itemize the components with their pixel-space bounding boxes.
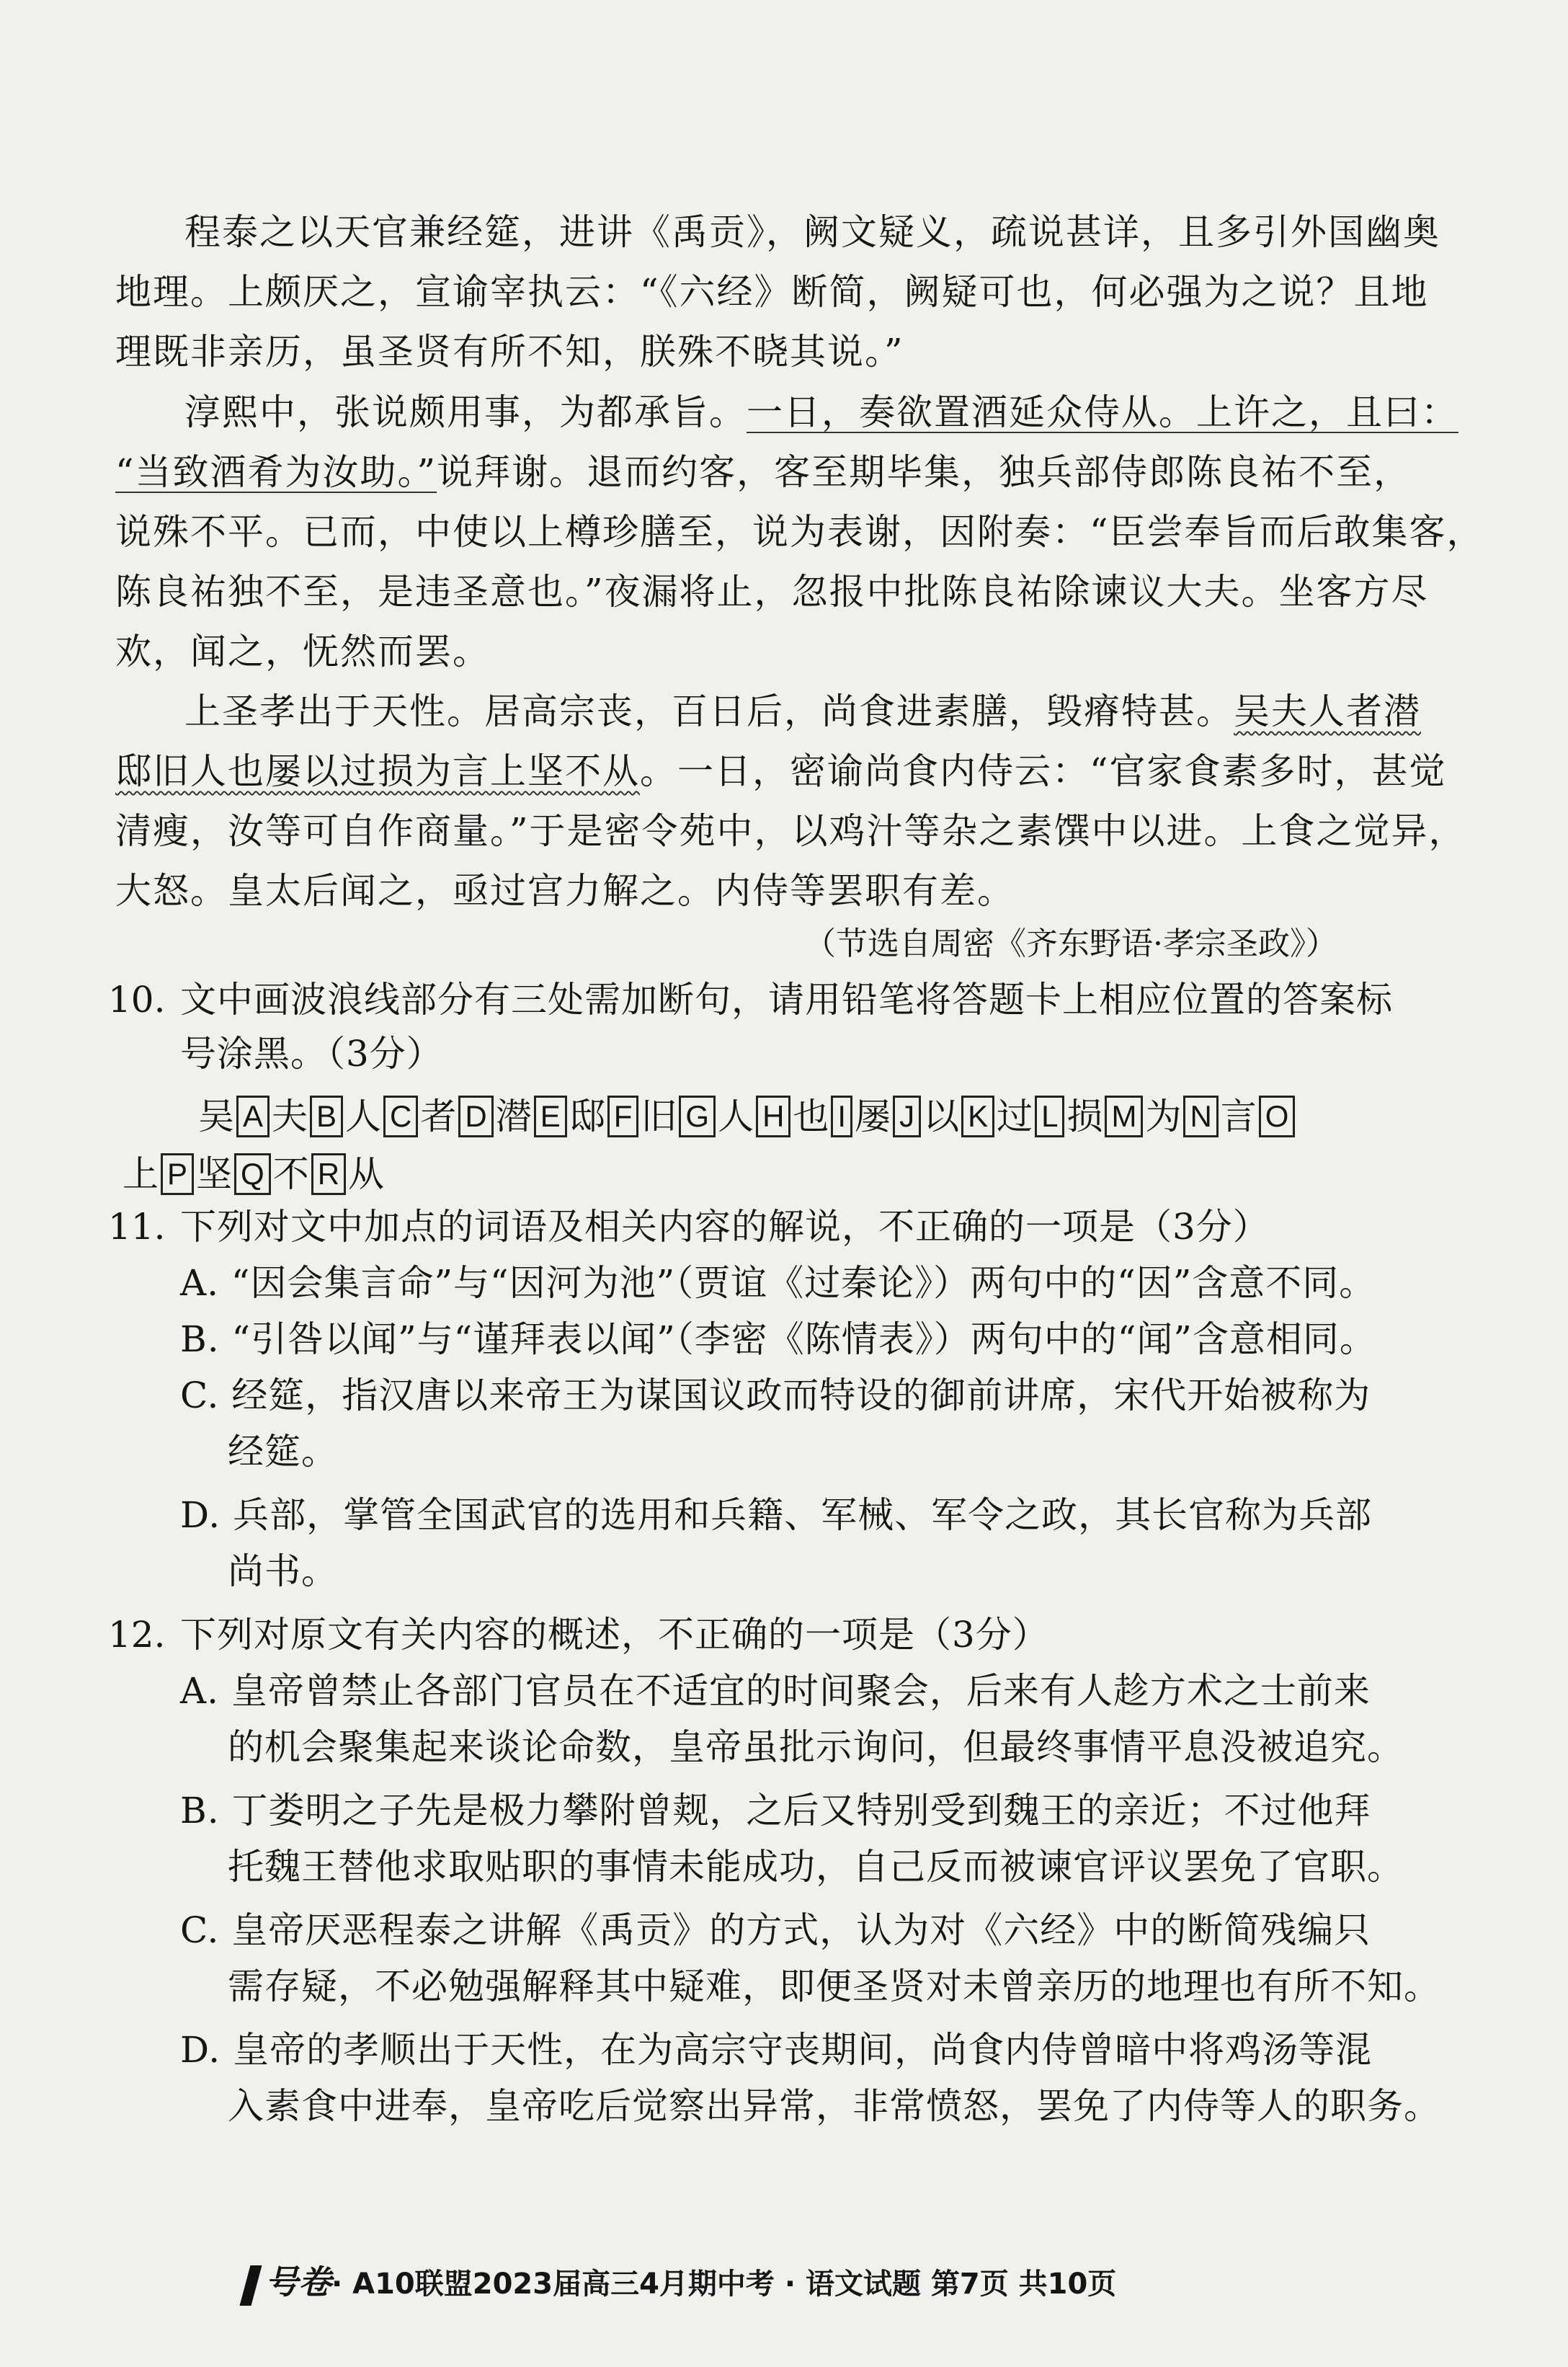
q10-char: 邸 <box>569 1096 605 1137</box>
q10-char: 夫 <box>272 1096 308 1137</box>
option-label: B. <box>180 1318 220 1360</box>
option-text: “引咎以闻”与“谨拜表以闻”（李密《陈情表》）两句中的“闻”含意相同。 <box>231 1318 1376 1360</box>
wavy-line-part-1: 吴夫人者潜 <box>1234 690 1421 732</box>
q11-number: 11. <box>108 1206 166 1248</box>
q10-char: 以 <box>923 1096 960 1137</box>
q12-option-d[interactable] <box>180 2027 1372 2073</box>
option-text: 皇帝曾禁止各部门官员在不适宜的时间聚会，后来有人趁方术之士前来 <box>231 1670 1371 1712</box>
q10-break-box-m[interactable]: M <box>1105 1096 1143 1137</box>
option-label: D. <box>180 1494 221 1536</box>
q10-break-box-a[interactable]: A <box>236 1096 270 1137</box>
option-text: 皇帝的孝顺出于天性，在为高宗守丧期间，尚食内侍曾暗中将鸡汤等混 <box>233 2029 1373 2071</box>
q12-text: 下列对原文有关内容的概述，不正确的一项是（3分） <box>180 1614 1049 1656</box>
option-label: A. <box>180 1670 220 1712</box>
q10-break-box-e[interactable]: E <box>534 1096 567 1137</box>
q10-text-line2: 号涂黑。（3分） <box>180 1033 443 1075</box>
q10-char: 过 <box>997 1096 1033 1137</box>
q10-break-row1 <box>198 1088 1297 1142</box>
q10-char: 从 <box>348 1153 385 1195</box>
underlined-sentence-1: 一日，奏欲置酒延众侍从。上许之，且曰： <box>747 391 1458 433</box>
brand-logo-mark <box>239 2265 262 2306</box>
passage-p3-line4: 大怒。皇太后闻之，亟过宫力解之。内侍等罢职有差。 <box>115 870 1015 912</box>
q10-break-box-b[interactable]: B <box>310 1096 343 1137</box>
q10-break-box-c[interactable]: C <box>383 1096 418 1137</box>
option-label: C. <box>180 1375 220 1416</box>
q10-text-line1: 文中画波浪线部分有三处需加断句，请用铅笔将答题卡上相应位置的答案标 <box>180 979 1393 1021</box>
q10-break-box-i[interactable]: I <box>831 1096 852 1137</box>
q11-option-d[interactable] <box>180 1492 1372 1538</box>
passage-p2-line1-a: 淳熙中，张说颇用事，为都承旨。 <box>184 391 747 433</box>
passage-p2-line1 <box>184 389 1458 435</box>
q12-option-a[interactable] <box>180 1668 1371 1714</box>
q11-option-c[interactable] <box>180 1372 1371 1418</box>
q12-number: 12. <box>108 1614 166 1656</box>
q10-break-box-g[interactable]: G <box>679 1096 716 1137</box>
q10-break-box-p[interactable]: P <box>161 1153 194 1195</box>
q10-break-row2 <box>122 1146 384 1199</box>
q10-char: 坚 <box>196 1153 233 1195</box>
passage-p3-line3: 清瘦，汝等可自作商量。”于是密令苑中，以鸡汁等杂之素馔中以进。上食之觉异， <box>115 810 1466 852</box>
passage-p3-line2-b: 。一日，密谕尚食内侍云：“官家食素多时，甚觉 <box>640 750 1447 792</box>
q11-option-c-cont: 经筵。 <box>228 1431 338 1473</box>
q12-option-a-cont: 的机会聚集起来谈论命数，皇帝虽批示询问，但最终事情平息没被追究。 <box>228 1726 1404 1768</box>
passage-p3-line1-a: 上圣孝出于天性。居高宗丧，百日后，尚食进素膳，毁瘠特甚。 <box>184 690 1234 732</box>
q10-break-box-f[interactable]: F <box>607 1096 639 1137</box>
q12-option-b-cont: 托魏王替他求取贴职的事情未能成功，自己反而被谏官评议罢免了官职。 <box>228 1846 1404 1888</box>
q10-char: 上 <box>122 1153 159 1195</box>
q10-char: 也 <box>793 1096 829 1137</box>
option-label: C. <box>180 1909 220 1951</box>
passage-p3-line2 <box>115 748 1447 794</box>
wavy-line-part-2: 邸旧人也屡以过损为言上坚不从 <box>115 750 640 792</box>
footer-text: · A10联盟2023届高三4月期中考 · 语文试题 第7页 共10页 <box>331 2268 1117 2301</box>
q10-char: 不 <box>272 1153 309 1195</box>
q10-break-box-o[interactable]: O <box>1259 1096 1296 1137</box>
option-text: 兵部，掌管全国武官的选用和兵籍、军械、军令之政，其长官称为兵部 <box>233 1494 1373 1536</box>
passage-p3-line1 <box>184 688 1421 734</box>
option-label: B. <box>180 1790 220 1831</box>
q10-char: 损 <box>1066 1096 1103 1137</box>
passage-p2-line5: 欢，闻之，怃然而罢。 <box>115 631 490 672</box>
passage-p2-line3: 说殊不平。已而，中使以上樽珍膳至，说为表谢，因附奏：“臣尝奉旨而后敢集客， <box>115 511 1484 553</box>
q12-option-c[interactable] <box>180 1907 1371 1953</box>
page-footer <box>245 2262 1116 2306</box>
q10-break-box-k[interactable]: K <box>961 1096 994 1137</box>
option-text: “因会集言命”与“因河为池”（贾谊《过秦论》）两句中的“因”含意不同。 <box>231 1262 1376 1304</box>
passage-p1-line2: 地理。上颇厌之，宣谕宰执云：“《六经》断简，阙疑可也，何必强为之说？且地 <box>115 271 1429 313</box>
option-label: D. <box>180 2029 221 2071</box>
q12-option-b[interactable] <box>180 1788 1371 1834</box>
q10-char: 屡 <box>855 1096 891 1137</box>
passage-p1-line3: 理既非亲历，虽圣贤有所不知，朕殊不晓其说。” <box>115 331 904 373</box>
passage-source: （节选自周密《齐东野语·孝宗圣政》） <box>804 925 1337 962</box>
q10-break-box-l[interactable]: L <box>1035 1096 1064 1137</box>
q10-char: 吴 <box>198 1096 234 1137</box>
q10-char: 人 <box>718 1096 754 1137</box>
q11-option-b[interactable] <box>180 1316 1376 1362</box>
q12-option-d-cont: 入素食中进奉，皇帝吃后觉察出异常，非常愤怒，罢免了内侍等人的职务。 <box>228 2085 1440 2127</box>
option-label: A. <box>180 1262 220 1304</box>
passage-p1-line1: 程泰之以天官兼经筵，进讲《禹贡》，阙文疑义，疏说甚详，且多引外国幽奥 <box>184 211 1440 253</box>
option-text: 经筵，指汉唐以来帝王为谋国议政而特设的御前讲席，宋代开始被称为 <box>231 1375 1371 1416</box>
q10-char: 者 <box>420 1096 457 1137</box>
q10-char: 言 <box>1220 1096 1257 1137</box>
brand-logo-text: 号卷 <box>265 2262 331 2301</box>
option-text: 皇帝厌恶程泰之讲解《禹贡》的方式，认为对《六经》中的断简残编只 <box>231 1909 1371 1951</box>
q12-option-c-cont: 需存疑，不必勉强解释其中疑难，即便圣贤对未曾亲历的地理也有所不知。 <box>228 1966 1440 2007</box>
q10-number: 10. <box>108 979 166 1021</box>
passage-p2-line4: 陈良祐独不至，是违圣意也。”夜漏将止，忽报中批陈良祐除谏议大夫。坐客方尽 <box>115 571 1429 613</box>
passage-p2-line2 <box>115 449 1411 495</box>
q10-char: 旧 <box>641 1096 677 1137</box>
q10-break-box-j[interactable]: J <box>893 1096 921 1137</box>
underlined-sentence-2: “当致酒肴为汝助。” <box>115 451 437 493</box>
q10-char: 人 <box>345 1096 382 1137</box>
q10-char: 为 <box>1145 1096 1182 1137</box>
option-text: 丁娄明之子先是极力攀附曾觌，之后又特别受到魏王的亲近；不过他拜 <box>231 1790 1371 1831</box>
q11-option-a[interactable] <box>180 1260 1376 1306</box>
q10-break-box-n[interactable]: N <box>1183 1096 1218 1137</box>
q11-text: 下列对文中加点的词语及相关内容的解说，不正确的一项是（3分） <box>180 1206 1270 1248</box>
q10-char: 潜 <box>495 1096 532 1137</box>
q10-break-box-d[interactable]: D <box>458 1096 493 1137</box>
passage-p2-line2-b: 说拜谢。退而约客，客至期毕集，独兵部侍郎陈良祐不至， <box>437 451 1412 493</box>
q10-break-box-h[interactable]: H <box>756 1096 790 1137</box>
q10-break-box-q[interactable]: Q <box>234 1153 271 1195</box>
q11-option-d-cont: 尚书。 <box>228 1550 338 1592</box>
q10-break-box-r[interactable]: R <box>311 1153 346 1195</box>
